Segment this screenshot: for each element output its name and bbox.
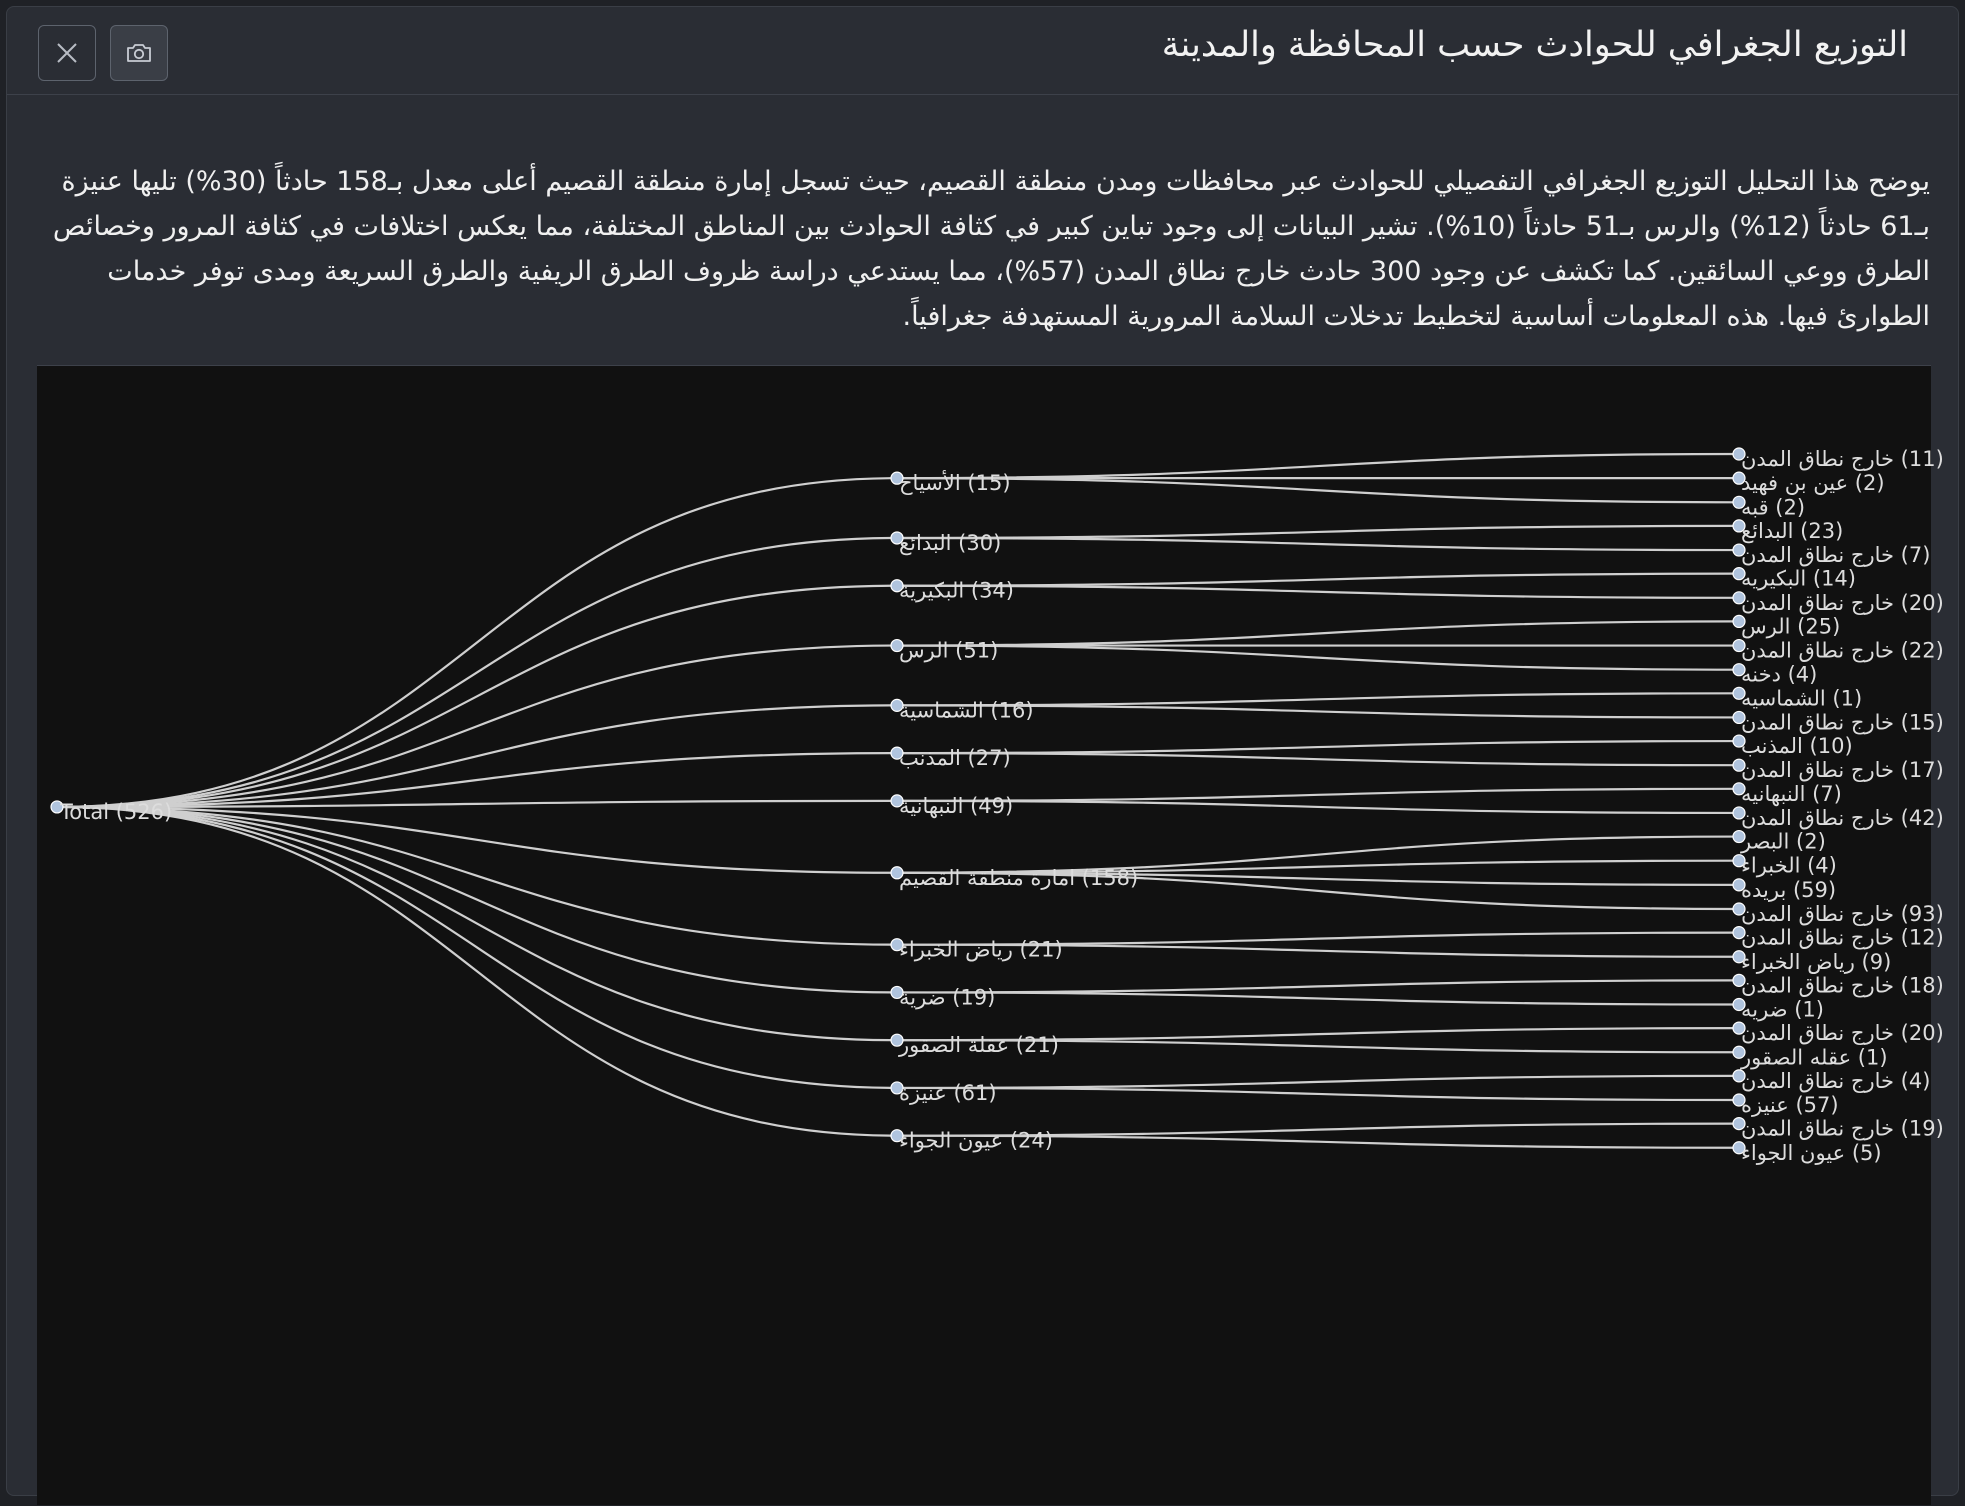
link-region-to-city [897,538,1739,550]
link-region-to-city [897,789,1739,801]
link-root-to-region [57,807,897,1088]
region-label: (19) ضرية [899,985,996,1010]
link-region-to-city [897,1076,1739,1088]
city-label: (10) المذنب [1741,734,1853,759]
city-label: (17) خارج نطاق المدن [1741,758,1944,783]
close-icon [55,41,79,65]
city-label: (42) خارج نطاق المدن [1741,805,1944,830]
link-region-to-city [897,621,1739,645]
screenshot-button[interactable] [110,25,168,81]
city-label: (9) رياض الخبراء [1741,949,1892,974]
region-label: (24) عيون الجواء [899,1128,1053,1153]
link-region-to-city [897,586,1739,598]
link-root-to-region [57,705,897,807]
region-label: (49) النبهانية [899,793,1014,818]
link-region-to-city [897,801,1739,813]
city-label: (57) عنيزه [1741,1093,1839,1117]
link-root-to-region [57,807,897,1040]
link-region-to-city [897,980,1739,992]
link-root-to-region [57,586,897,807]
region-label: (15) الأسياح [899,471,1011,496]
region-label: (158) امارة منطقة القصيم [899,865,1139,890]
region-label: (51) الرس [899,638,999,663]
link-region-to-city [897,646,1739,670]
region-label: (61) عنيزة [899,1080,997,1105]
link-region-to-city [897,753,1739,765]
city-label: (25) الرس [1741,614,1841,639]
root-label: Total (526) [60,799,173,824]
modal-title: التوزيع الجغرافي للحوادث حسب المحافظة والمدينة [1161,25,1908,65]
city-label: (11) خارج نطاق المدن [1741,447,1944,471]
region-label: (27) المذنب [899,746,1011,771]
chart-modal [6,6,1959,1496]
link-region-to-city [897,574,1739,586]
region-label: (34) البكيرية [899,578,1014,603]
link-region-to-city [897,526,1739,538]
city-label: (20) خارج نطاق المدن [1741,590,1944,615]
city-label: (5) عيون الجواء [1741,1140,1882,1165]
city-label: (7) خارج نطاق المدن [1741,543,1931,568]
region-label: (21) عقلة الصقور [899,1033,1059,1058]
camera-icon [125,41,153,65]
link-region-to-city [897,478,1739,502]
city-label: (15) خارج نطاق المدن [1741,710,1944,735]
link-region-to-city [897,1088,1739,1100]
city-label: (20) خارج نطاق المدن [1741,1021,1944,1046]
city-label: (7) النبهانيه [1741,781,1842,806]
close-button[interactable] [38,25,96,81]
city-label: (4) دخنه [1741,662,1818,687]
city-label: (4) خارج نطاق المدن [1741,1068,1931,1093]
link-region-to-city [897,992,1739,1004]
city-label: (18) خارج نطاق المدن [1741,973,1944,998]
link-root-to-region [57,646,897,807]
city-label: (1) الشماسيه [1741,686,1863,711]
city-label: (59) بريده [1741,877,1837,902]
city-label: (2) البصر [1741,829,1826,854]
link-root-to-region [57,538,897,807]
link-region-to-city [897,741,1739,753]
city-label: (1) عقله الصقور [1741,1045,1888,1070]
chart-description: يوضح هذا التحليل التوزيع الجغرافي التفصيلي للحوادث عبر محافظات ومدن منطقة القصيم، حيث تسجل إمارة منطقة القصيم أعلى معدل بـ158 حادثاً (30%) تليها عنيزة بـ61 حادثاً (12%) والرس بـ51 حادثاً (10%). تشير البيانات إلى وجود تباين كبير في كثافة الحوادث بين المناطق المختلفة، مما يعكس اختلافات في كثافة المرور وخصائص الطرق ووعي السائقين. كما تكشف عن وجود 300 حادث خارج نطاق المدن (57%)، مما يستدعي دراسة ظروف الطرق الريفية والطرق السريعة ومدى توفر خدمات الطوارئ فيها. هذه المعلومات أساسية لتخطيط تدخلات السلامة المرورية المستهدفة جغرافياً. [52,166,1930,332]
city-label: (4) الخبراء [1741,853,1837,878]
region-label: (30) البدائع [899,530,1002,555]
city-label: (2) قبه [1741,495,1806,520]
link-root-to-region [57,478,897,807]
city-label: (93) خارج نطاق المدن [1741,902,1944,926]
city-label: (1) ضريه [1741,997,1824,1022]
city-label: (2) عين بن فهيد [1741,471,1885,496]
city-label: (12) خارج نطاق المدن [1741,925,1944,950]
city-label: (22) خارج نطاق المدن [1741,638,1944,663]
tree-chart [37,366,1944,1506]
city-label: (23) البدائع [1741,518,1844,543]
link-root-to-region [57,807,897,993]
tree-nodes [51,448,1745,1154]
link-region-to-city [897,454,1739,478]
tree-chart-panel [37,365,1944,1505]
city-label: (14) البكيريه [1741,566,1856,591]
region-label: (16) الشماسية [899,698,1034,723]
link-root-to-region [57,807,897,1136]
city-label: (19) خارج نطاق المدن [1741,1116,1944,1141]
region-label: (21) رياض الخبراء [899,937,1063,962]
modal-header [7,7,1958,95]
